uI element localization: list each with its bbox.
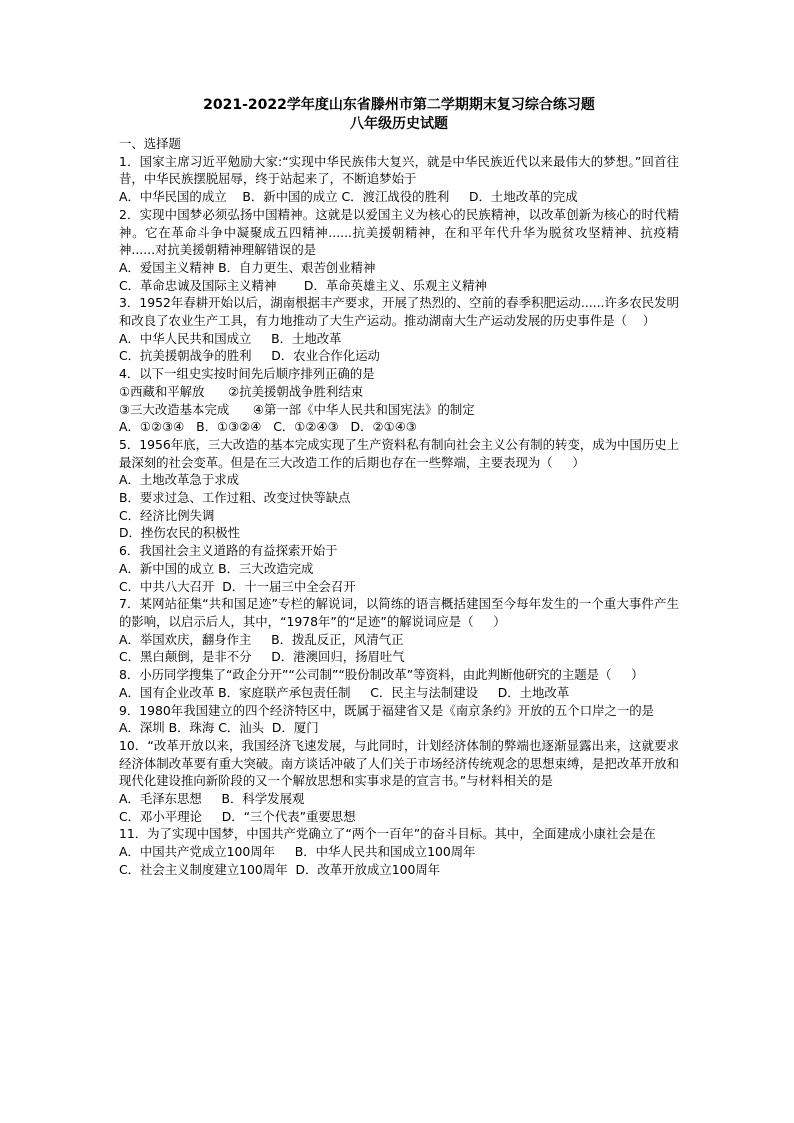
question-stem: 11．为了实现中国梦，中国共产党确立了“两个一百年”的奋斗目标。其中，全面建成小康社会是在 bbox=[119, 826, 656, 842]
option-line: A．中华人民共和国成立 B．土地改革 bbox=[119, 330, 342, 346]
option-line: A．毛泽东思想 B．科学发展观 bbox=[119, 791, 305, 807]
option-line: ①西藏和平解放 ②抗美援朝战争胜利结束 bbox=[119, 383, 364, 399]
option-line: C．黑白颠倒，是非不分 D．港澳回归，扬眉吐气 bbox=[119, 649, 405, 665]
question-stem: 8．小历同学搜集了“政企分开”“公司制”“股份制改革”等资料，由此判断他研究的主题是（ ） bbox=[119, 667, 644, 683]
question-3 bbox=[119, 294, 679, 365]
exam-page bbox=[119, 96, 679, 879]
option-line: A．举国欢庆，翻身作主 B．拨乱反正，风清气正 bbox=[119, 631, 404, 647]
question-stem: 5．1956年底，三大改造的基本完成实现了生产资料私有制向社会主义公有制的转变，成为中国历史上最深刻的社会变革。但是在三大改造工作的后期也存在一些弊端，主要表现为（ ） bbox=[119, 436, 679, 470]
question-stem: 4．以下一组史实按时间先后顺序排列正确的是 bbox=[119, 366, 375, 382]
option-line: C．中共八大召开 D．十一届三中全会召开 bbox=[119, 578, 356, 594]
question-2 bbox=[119, 206, 679, 295]
option-line: C．革命忠诚及国际主义精神 D．革命英雄主义、乐观主义精神 bbox=[119, 277, 487, 293]
option-line: C．邓小平理论 D．“三个代表”重要思想 bbox=[119, 808, 356, 824]
question-4 bbox=[119, 365, 679, 436]
option-line: D．挫伤农民的积极性 bbox=[119, 525, 241, 541]
question-stem: 10．“改革开放以来，我国经济飞速发展，与此同时，计划经济体制的弊端也逐渐显露出来，这就要求经济体制改革要有重大突破。南方谈话冲破了人们关于市场经济传统观念的思想束缚，是把改革开放和现代化建设推向新阶段的又一个解放思想和实事求是的宣言书。”与材料相关的是 bbox=[119, 737, 679, 789]
option-line: A．①②③④ B．①③②④ C．①②④③ D．②①④③ bbox=[119, 419, 417, 435]
option-line: B．要求过急、工作过粗、改变过快等缺点 bbox=[119, 490, 351, 506]
option-line: A．中国共产党成立100周年 B．中华人民共和国成立100周年 bbox=[119, 844, 476, 860]
option-line: A．深圳 B．珠海 C．汕头 D．厦门 bbox=[119, 720, 319, 736]
option-line: A．爱国主义精神 B．自力更生、艰苦创业精神 bbox=[119, 259, 376, 275]
question-stem: 1．国家主席习近平勉励大家:“实现中华民族伟大复兴，就是中华民族近代以来最伟大的梦想。”回首往昔，中华民族摆脱屈辱，终于站起来了，不断追梦始于 bbox=[119, 153, 679, 187]
question-8 bbox=[119, 666, 679, 701]
question-5 bbox=[119, 436, 679, 542]
question-6 bbox=[119, 542, 679, 595]
option-line: C．抗美援朝战争的胜利 D．农业合作化运动 bbox=[119, 348, 380, 364]
option-line: ③三大改造基本完成 ④第一部《中华人民共和国宪法》的制定 bbox=[119, 401, 475, 417]
option-line: A．新中国的成立 B．三大改造完成 bbox=[119, 560, 314, 576]
option-line: A．土地改革急于求成 bbox=[119, 472, 239, 488]
exam-subtitle: 八年级历史试题 bbox=[350, 116, 448, 132]
question-stem: 7．某网站征集“共和国足迹”专栏的解说词，以简练的语言概括建国至今每年发生的一个重大事件产生的影响，以启示后人，其中，“1978年”的“足迹”的解说词应是（ ） bbox=[119, 596, 679, 629]
exam-title: 2021-2022学年度山东省滕州市第二学期期末复习综合练习题 bbox=[203, 97, 595, 113]
question-stem: 2．实现中国梦必须弘扬中国精神。这就是以爱国主义为核心的民族精神，以改革创新为核心的时代精神。它在革命斗争中凝聚成五四精神......抗美援朝精神，在和平年代升华为脱贫攻坚精神、抗疫精神......对抗美援朝精神理解错误的是 bbox=[119, 206, 679, 258]
question-11 bbox=[119, 825, 679, 878]
question-stem: 6．我国社会主义道路的有益探索开始于 bbox=[119, 543, 338, 559]
question-stem: 9．1980年我国建立的四个经济特区中，既属于福建省又是《南京条约》开放的五个口岸之一的是 bbox=[119, 702, 655, 718]
question-stem: 3．1952年春耕开始以后，湖南根据丰产要求，开展了热烈的、空前的春季积肥运动......许多农民发明和改良了农业生产工具，有力地推动了大生产运动。推动湖南大生产运动发展的历史事件是（ ） bbox=[119, 295, 679, 329]
option-line: A．中华民国的成立 B．新中国的成立 C．渡江战役的胜利 D．土地改革的完成 bbox=[119, 189, 578, 205]
option-line: C．社会主义制度建立100周年 D．改革开放成立100周年 bbox=[119, 861, 441, 877]
section-heading: 一、选择题 bbox=[119, 136, 181, 151]
question-1 bbox=[119, 153, 679, 206]
option-line: A．国有企业改革 B．家庭联产承包责任制 C．民主与法制建设 D．土地改革 bbox=[119, 684, 570, 700]
question-7 bbox=[119, 595, 679, 666]
option-line: C．经济比例失调 bbox=[119, 507, 215, 523]
question-10 bbox=[119, 737, 679, 826]
question-9 bbox=[119, 702, 679, 737]
